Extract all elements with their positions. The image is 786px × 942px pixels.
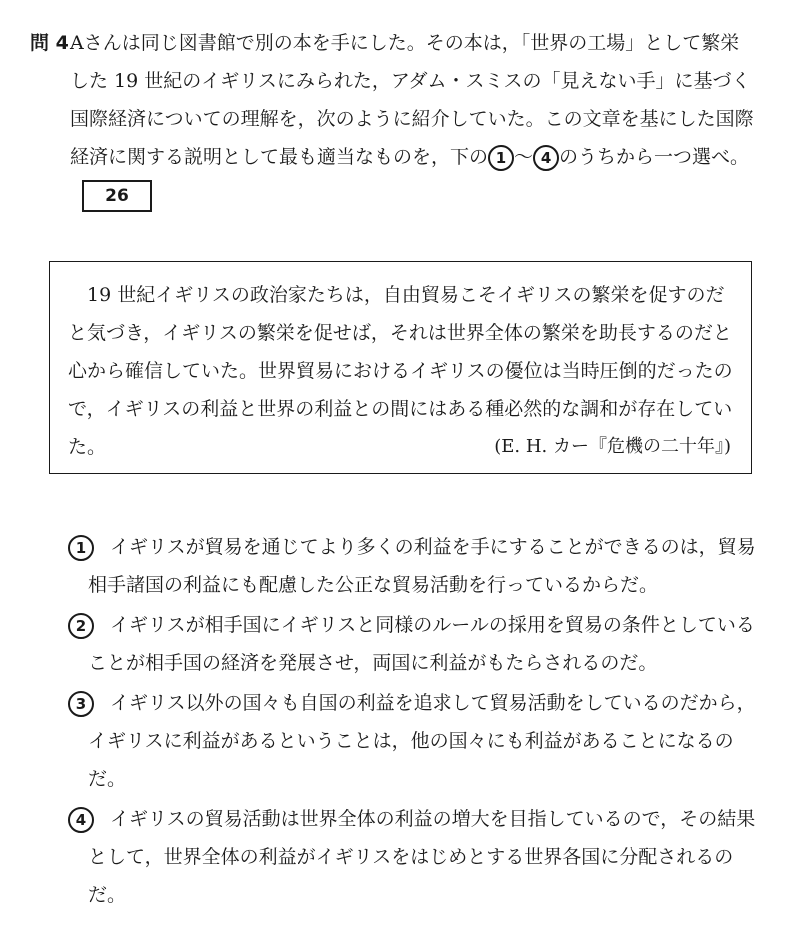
quote-box <box>49 261 752 474</box>
option-text: イギリス以外の国々も自国の利益を追求して貿易活動をしているのだから，イギリスに利益があるということは，他の国々にも利益があることになるのだ。 <box>88 692 756 790</box>
range-separator: 〜 <box>514 146 534 168</box>
option-2[interactable] <box>68 606 758 682</box>
range-start-number: 1 <box>488 145 514 171</box>
option-text: イギリスが相手国にイギリスと同様のルールの採用を貿易の条件としていることが相手国の経済を発展させ，両国に利益がもたらされるのだ。 <box>88 614 755 674</box>
question-label: 問 4 <box>30 32 69 54</box>
options-list <box>68 528 758 916</box>
question-text: Aさんは同じ図書館で別の本を手にした。その本は，「世界の工場」として繁栄した 19 世紀のイギリスにみられた，アダム・スミスの「見えない手」に基づく国際経済についての理解を，次のように紹介していた。この文章を基にした国際経済に関する説明として最も適当なものを，下の <box>70 32 754 168</box>
answer-box[interactable]: 26 <box>82 180 152 212</box>
option-number: 3 <box>68 691 94 717</box>
option-number: 2 <box>68 613 94 639</box>
option-text: イギリスが貿易を通じてより多くの利益を手にすることができるのは，貿易相手諸国の利益にも配慮した公正な貿易活動を行っているからだ。 <box>88 536 756 596</box>
quote-text: 19 世紀イギリスの政治家たちは，自由貿易こそイギリスの繁栄を促すのだと気づき，イギリスの繁栄を促せば，それは世界全体の繁栄を助長するのだと心から確信していた。世界貿易におけるイギリスの優位は当時圧倒的だったので，イギリスの利益と世界の利益との間にはある種必然的な調和が存在していた。 <box>68 284 733 458</box>
quote-source: (E. H. カー『危機の二十年』) <box>494 436 731 457</box>
question-text-block <box>70 24 754 214</box>
option-text: イギリスの貿易活動は世界全体の利益の増大を目指しているので，その結果として，世界全体の利益がイギリスをはじめとする世界各国に分配されるのだ。 <box>88 808 756 906</box>
option-1[interactable] <box>68 528 758 604</box>
option-number: 4 <box>68 807 94 833</box>
option-3[interactable] <box>68 684 758 798</box>
option-4[interactable] <box>68 800 758 914</box>
range-end-number: 4 <box>533 145 559 171</box>
option-number: 1 <box>68 535 94 561</box>
question-text-after: のうちから一つ選べ。 <box>559 146 750 168</box>
